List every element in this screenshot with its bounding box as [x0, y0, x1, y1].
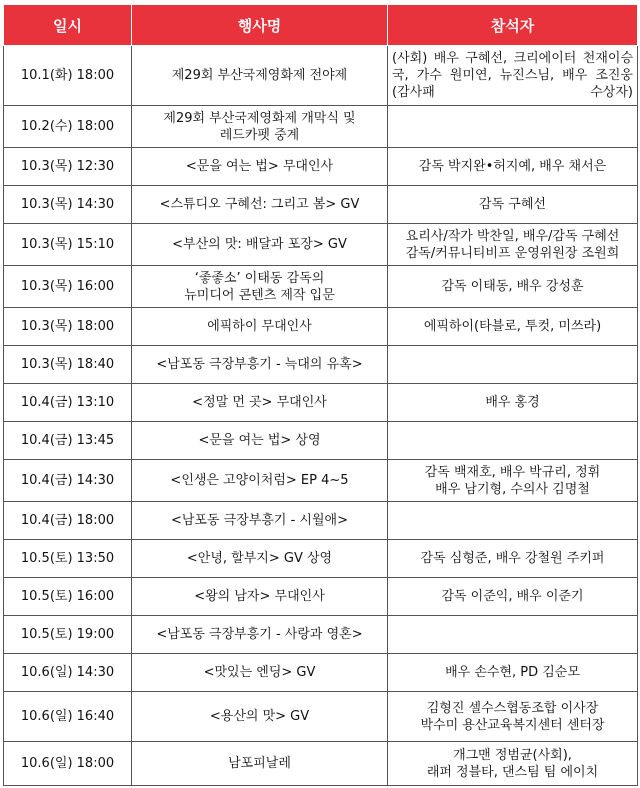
cell-event: <용산의 맛> GV — [132, 692, 388, 742]
table-row — [4, 46, 638, 106]
cell-attendees: 감독 심형준, 배우 강철원 주키퍼 — [388, 540, 638, 578]
cell-datetime: 10.5(토) 16:00 — [4, 578, 132, 616]
header-event: 행사명 — [132, 5, 388, 46]
cell-event: <남포동 극장부흥기 - 사랑과 영혼> — [132, 616, 388, 654]
cell-datetime: 10.5(토) 19:00 — [4, 616, 132, 654]
table-row — [4, 578, 638, 616]
cell-attendees: 배우 홍경 — [388, 384, 638, 422]
cell-datetime: 10.4(금) 13:10 — [4, 384, 132, 422]
cell-attendees: 감독 이준익, 배우 이준기 — [388, 578, 638, 616]
cell-event: 에픽하이 무대인사 — [132, 308, 388, 346]
cell-datetime: 10.3(목) 14:30 — [4, 186, 132, 224]
cell-event: ‘좋좋소’ 이태동 감독의 뉴미디어 콘텐츠 제작 입문 — [132, 266, 388, 308]
cell-attendees: 감독 박지완•허지예, 배우 채서은 — [388, 148, 638, 186]
table-row — [4, 422, 638, 460]
cell-datetime: 10.3(목) 12:30 — [4, 148, 132, 186]
header-row — [4, 5, 638, 46]
table-row — [4, 692, 638, 742]
table-row — [4, 186, 638, 224]
cell-datetime: 10.3(목) 18:40 — [4, 346, 132, 384]
cell-attendees — [388, 616, 638, 654]
table-row — [4, 106, 638, 148]
table-row — [4, 346, 638, 384]
schedule-table-container — [3, 4, 637, 786]
cell-attendees: 김형진 셀수스협동조합 이사장 박수미 용산교육복지센터 센터장 — [388, 692, 638, 742]
table-row — [4, 148, 638, 186]
table-row — [4, 502, 638, 540]
cell-event: <맛있는 엔딩> GV — [132, 654, 388, 692]
cell-datetime: 10.3(목) 15:10 — [4, 224, 132, 266]
cell-event: <인생은 고양이처럼> EP 4~5 — [132, 460, 388, 502]
cell-attendees — [388, 106, 638, 148]
table-row — [4, 384, 638, 422]
cell-attendees: 감독 이태동, 배우 강성훈 — [388, 266, 638, 308]
cell-event: <스튜디오 구혜선: 그리고 봄> GV — [132, 186, 388, 224]
cell-datetime: 10.4(금) 14:30 — [4, 460, 132, 502]
cell-event: <문을 여는 법> 상영 — [132, 422, 388, 460]
header-attendees: 참석자 — [388, 5, 638, 46]
cell-event: <남포동 극장부흥기 - 시월애> — [132, 502, 388, 540]
cell-attendees: (사회) 배우 구혜선, 크리에이터 천재이승국, 가수 원미연, 뉴진스님, 배우 조진웅 (감사패 수상자) — [388, 46, 638, 106]
table-row — [4, 308, 638, 346]
cell-datetime: 10.2(수) 18:00 — [4, 106, 132, 148]
cell-datetime: 10.4(금) 13:45 — [4, 422, 132, 460]
cell-datetime: 10.4(금) 18:00 — [4, 502, 132, 540]
table-row — [4, 224, 638, 266]
cell-event: <왕의 남자> 무대인사 — [132, 578, 388, 616]
table-row — [4, 266, 638, 308]
table-row — [4, 616, 638, 654]
cell-datetime: 10.3(목) 18:00 — [4, 308, 132, 346]
cell-attendees: 요리사/작가 박찬일, 배우/감독 구혜선 감독/커뮤니티비프 운영위원장 조원희 — [388, 224, 638, 266]
cell-attendees: 감독 백재호, 배우 박규리, 정휘 배우 남기형, 수의사 김명철 — [388, 460, 638, 502]
cell-datetime: 10.5(토) 13:50 — [4, 540, 132, 578]
cell-datetime: 10.6(일) 18:00 — [4, 742, 132, 786]
cell-event: 제29회 부산국제영화제 개막식 및 레드카펫 중계 — [132, 106, 388, 148]
cell-datetime: 10.6(일) 14:30 — [4, 654, 132, 692]
cell-attendees: 에픽하이(타블로, 투컷, 미쓰라) — [388, 308, 638, 346]
cell-event: <부산의 맛: 배달과 포장> GV — [132, 224, 388, 266]
cell-datetime: 10.3(목) 16:00 — [4, 266, 132, 308]
table-row — [4, 540, 638, 578]
cell-datetime: 10.1(화) 18:00 — [4, 46, 132, 106]
cell-event: <남포동 극장부흥기 - 늑대의 유혹> — [132, 346, 388, 384]
cell-event: 남포피날레 — [132, 742, 388, 786]
header-datetime: 일시 — [4, 5, 132, 46]
cell-event: <문을 여는 법> 무대인사 — [132, 148, 388, 186]
event-schedule-table — [3, 4, 638, 786]
cell-event: <정말 먼 곳> 무대인사 — [132, 384, 388, 422]
table-row — [4, 460, 638, 502]
cell-attendees: 개그맨 정범균(사회), 래퍼 정블타, 댄스팀 팀 에이치 — [388, 742, 638, 786]
cell-attendees — [388, 422, 638, 460]
table-row — [4, 742, 638, 786]
table-row — [4, 654, 638, 692]
cell-attendees — [388, 346, 638, 384]
cell-attendees: 배우 손수현, PD 김순모 — [388, 654, 638, 692]
cell-datetime: 10.6(일) 16:40 — [4, 692, 132, 742]
cell-attendees — [388, 502, 638, 540]
cell-event: <안녕, 할부지> GV 상영 — [132, 540, 388, 578]
cell-attendees: 감독 구혜선 — [388, 186, 638, 224]
cell-event: 제29회 부산국제영화제 전야제 — [132, 46, 388, 106]
